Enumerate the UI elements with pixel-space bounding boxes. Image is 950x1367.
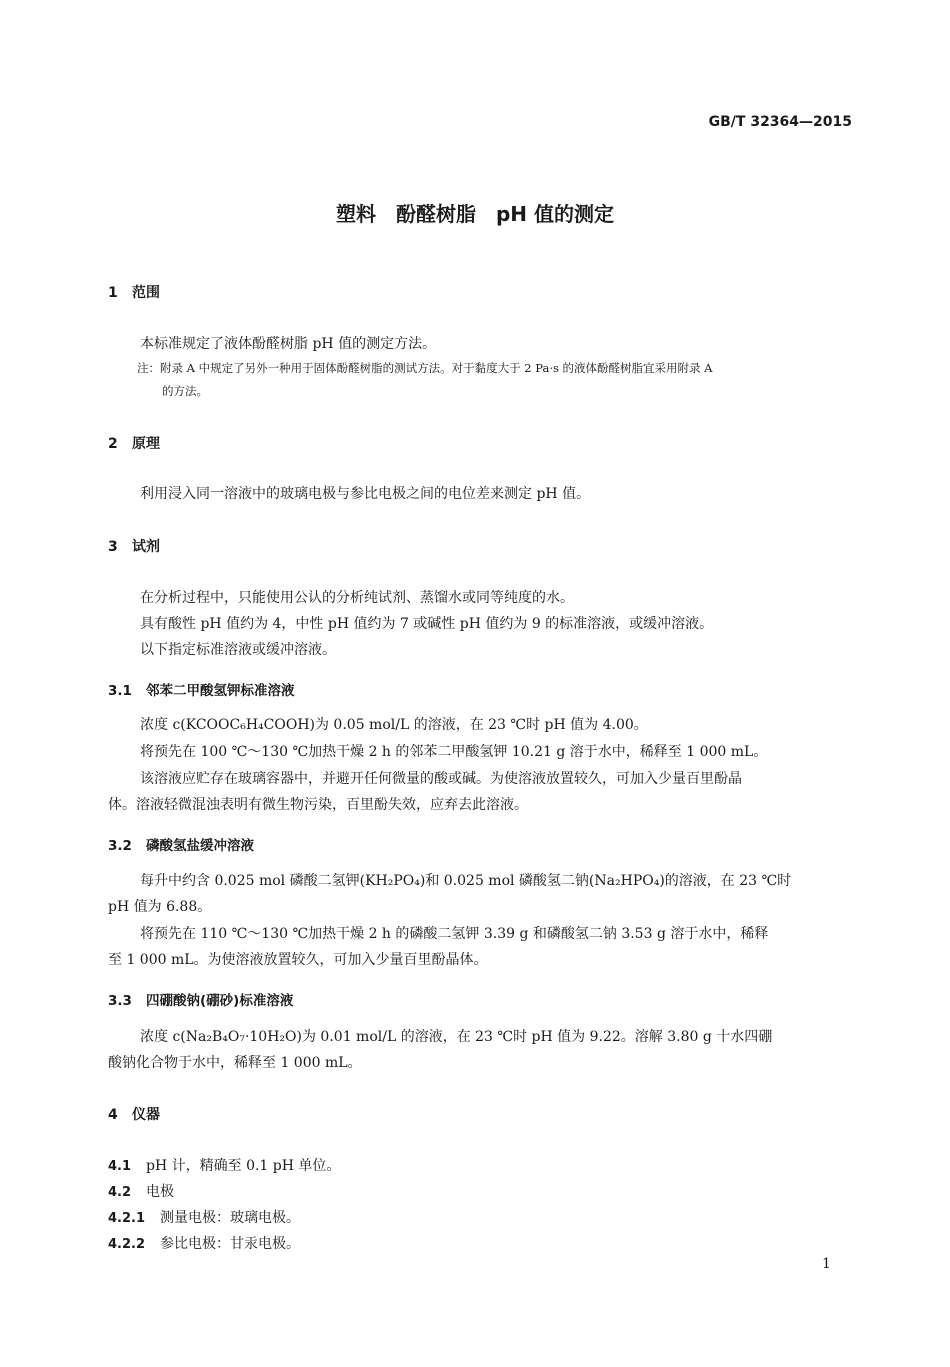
section-1-heading (108, 282, 160, 302)
subsection-3-1-heading (108, 679, 295, 699)
subsection-3-3-heading (108, 989, 293, 1009)
list-item (108, 1233, 300, 1253)
paragraph-continuation: 至 1 000 mL。为使溶液放置较久，可加入少量百里酚晶体。 (108, 952, 488, 968)
paragraph: 该溶液应贮存在玻璃容器中，并避开任何微量的酸或碱。为使溶液放置较久，可加入少量百里酚晶 (140, 771, 742, 787)
subsection-title: 磷酸氢盐缓冲溶液 (146, 838, 254, 854)
item-number: 4.2.1 (108, 1211, 146, 1226)
paragraph: 浓度 c(Na₂B₄O₇·10H₂O)为 0.01 mol/L 的溶液，在 23 ℃时 pH 值为 9.22。溶解 3.80 g 十水四硼 (140, 1029, 773, 1045)
note-continuation: 的方法。 (162, 384, 208, 398)
list-item (108, 1207, 300, 1227)
paragraph: 利用浸入同一溶液中的玻璃电极与参比电极之间的电位差来测定 pH 值。 (140, 486, 591, 502)
subsection-title: 四硼酸钠(硼砂)标准溶液 (146, 993, 294, 1009)
subsection-number: 3.2 (108, 838, 132, 854)
item-text: 电极 (146, 1184, 174, 1200)
section-title: 范围 (132, 285, 160, 301)
item-text: 测量电极：玻璃电极。 (160, 1210, 300, 1226)
item-text: 参比电极：甘汞电极。 (160, 1236, 300, 1252)
item-number: 4.1 (108, 1159, 132, 1174)
list-item (108, 1181, 174, 1201)
section-4-heading (108, 1104, 160, 1124)
paragraph: 每升中约含 0.025 mol 磷酸二氢钾(KH₂PO₄)和 0.025 mol 磷酸氢二钠(Na₂HPO₄)的溶液，在 23 ℃时 (140, 873, 792, 889)
paragraph-continuation: 酸钠化合物于水中，稀释至 1 000 mL。 (108, 1055, 362, 1071)
paragraph: 具有酸性 pH 值约为 4，中性 pH 值约为 7 或碱性 pH 值约为 9 的标准溶液，或缓冲溶液。 (140, 616, 714, 632)
section-number: 1 (108, 285, 118, 301)
section-number: 4 (108, 1107, 118, 1123)
paragraph: 浓度 c(KCOOC₆H₄COOH)为 0.05 mol/L 的溶液，在 23 ℃时 pH 值为 4.00。 (140, 717, 648, 733)
section-title: 试剂 (132, 539, 160, 555)
section-title: 仪器 (132, 1107, 160, 1123)
subsection-number: 3.3 (108, 993, 132, 1009)
subsection-number: 3.1 (108, 683, 132, 699)
document-title: 塑料 酚醛树脂 pH 值的测定 (335, 202, 615, 226)
item-number: 4.2.2 (108, 1237, 146, 1252)
paragraph: 本标准规定了液体酚醛树脂 pH 值的测定方法。 (140, 336, 437, 352)
item-number: 4.2 (108, 1185, 132, 1200)
note: 注：附录 A 中规定了另外一种用于固体酚醛树脂的测试方法。对于黏度大于 2 Pa·s 的液体酚醛树脂宜采用附录 A (137, 361, 713, 375)
section-number: 3 (108, 539, 118, 555)
subsection-title: 邻苯二甲酸氢钾标准溶液 (146, 683, 295, 699)
list-item (108, 1155, 340, 1175)
page-number: 1 (822, 1256, 831, 1272)
paragraph: 将预先在 100 ℃～130 ℃加热干燥 2 h 的邻苯二甲酸氢钾 10.21 g 溶于水中，稀释至 1 000 mL。 (140, 744, 768, 760)
paragraph: 以下指定标准溶液或缓冲溶液。 (140, 642, 336, 658)
section-number: 2 (108, 436, 118, 452)
section-2-heading (108, 433, 160, 453)
section-3-heading (108, 536, 160, 556)
paragraph-continuation: pH 值为 6.88。 (108, 899, 212, 915)
item-text: pH 计，精确至 0.1 pH 单位。 (146, 1158, 341, 1174)
section-title: 原理 (132, 436, 160, 452)
paragraph: 将预先在 110 ℃～130 ℃加热干燥 2 h 的磷酸二氢钾 3.39 g 和磷酸氢二钠 3.53 g 溶于水中，稀释 (140, 926, 769, 942)
paragraph: 在分析过程中，只能使用公认的分析纯试剂、蒸馏水或同等纯度的水。 (140, 590, 574, 606)
standard-number: GB/T 32364—2015 (708, 114, 852, 130)
subsection-3-2-heading (108, 834, 254, 854)
paragraph-continuation: 体。溶液轻微混浊表明有微生物污染，百里酚失效，应弃去此溶液。 (108, 797, 528, 813)
